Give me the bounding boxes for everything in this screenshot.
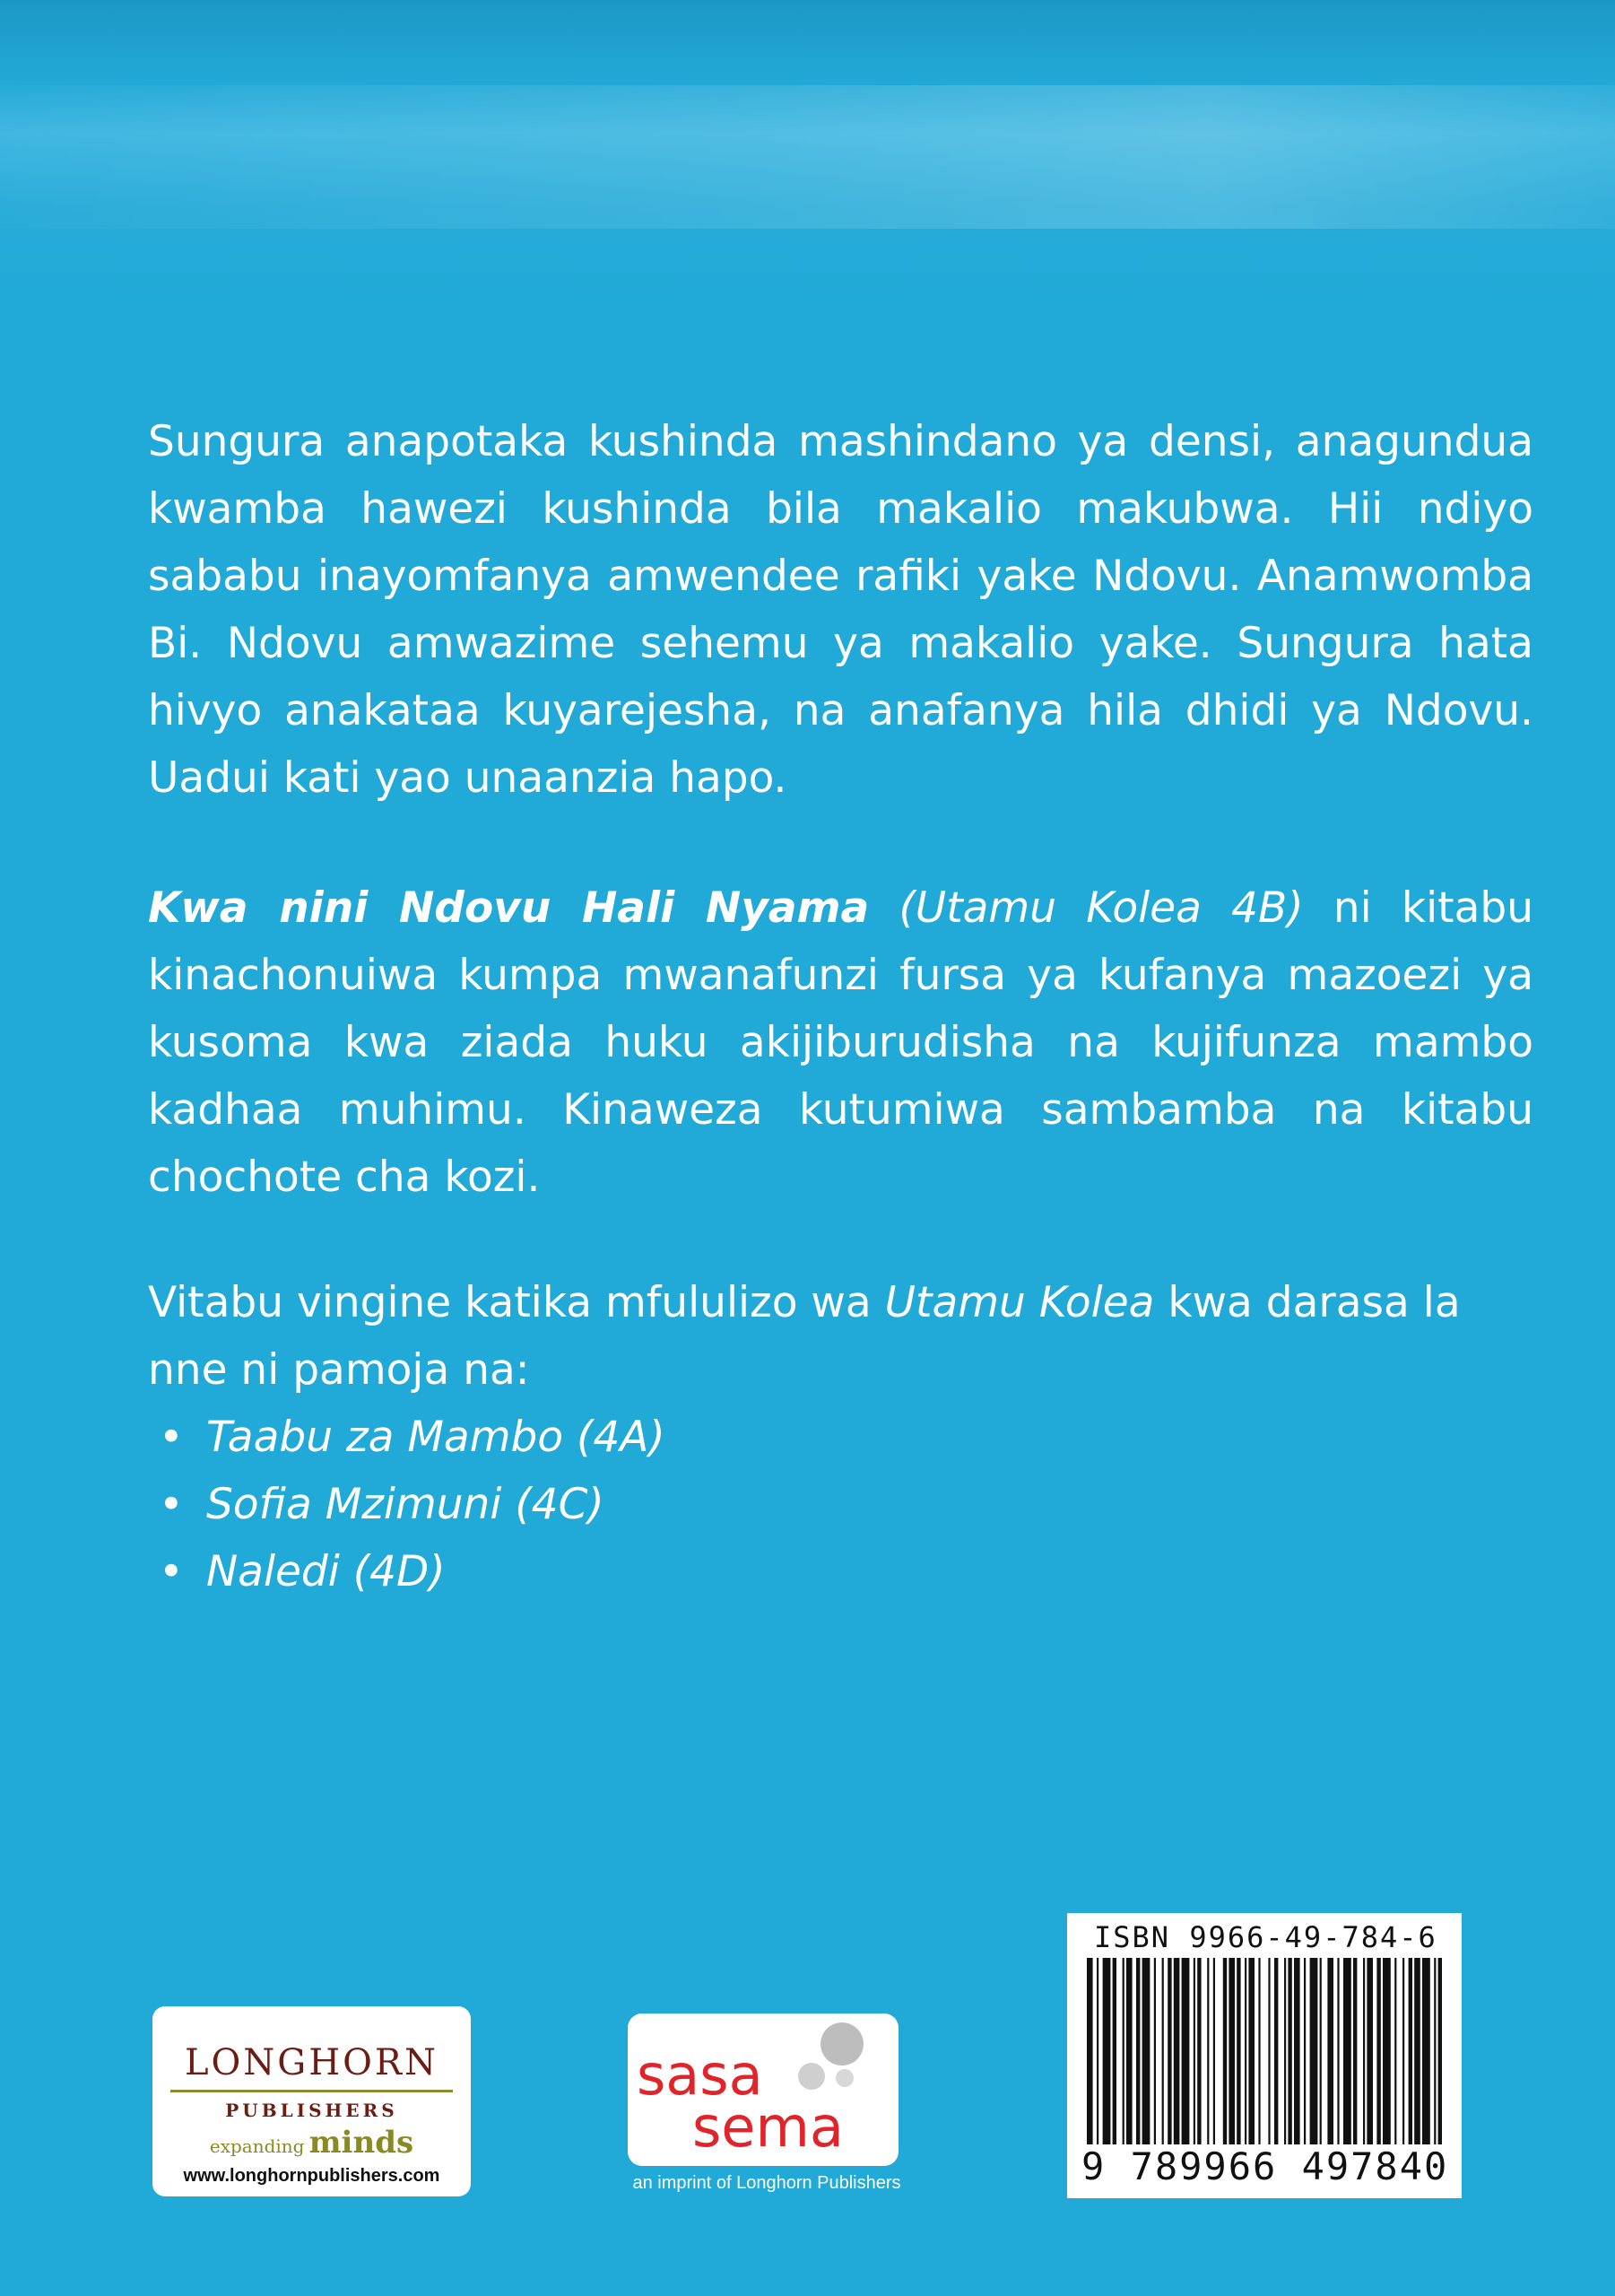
barcode-bar — [1087, 1958, 1093, 2155]
publisher-website: www.longhornpublishers.com — [183, 2166, 440, 2186]
barcode-bar — [1343, 1958, 1351, 2155]
list-item: • Sofia Mzimuni (4C) — [148, 1471, 1533, 1538]
longhorn-publishers-logo — [152, 2006, 471, 2196]
series-reference: (Utamu Kolea 4B) — [899, 883, 1304, 933]
logo-dot-large — [821, 2022, 864, 2066]
logo-divider — [170, 2090, 453, 2092]
isbn-barcode-block — [1067, 1913, 1462, 2198]
list-item: • Taabu za Mambo (4A) — [148, 1404, 1533, 1471]
barcode-bar — [1367, 1958, 1373, 2155]
barcode-bar — [1223, 1958, 1227, 2155]
barcode-bar — [1154, 1958, 1156, 2155]
barcode-bar — [1197, 1958, 1201, 2155]
logo-dot-medium — [798, 2063, 825, 2090]
barcode-bar — [1123, 1958, 1124, 2155]
barcode-bar — [1438, 1958, 1442, 2155]
barcode-bar — [1126, 1958, 1133, 2155]
series-name: Utamu Kolea — [884, 1278, 1155, 1327]
synopsis-paragraph: Sungura anapotaka kushinda mashindano ya densi, anagundua kwamba hawezi kushinda bila makalio makubwa. Hii ndiyo sababu inayomfanya amwendee rafiki yake Ndovu. Anamwomba Bi. Ndovu amwazime sehemu ya makalio yake. Sungura hata hivyo anakataa kuyarejesha, na anafanya hila dhidi ya Ndovu. Uadui kati yao unaanzia hapo. — [148, 417, 1533, 803]
imprint-caption: an imprint of Longhorn Publishers — [632, 2173, 901, 2193]
barcode-bar — [1248, 1958, 1255, 2155]
barcode-bar — [1097, 1958, 1098, 2155]
sasa-sema-logo — [628, 2013, 899, 2166]
barcode-bar — [1113, 1958, 1116, 2155]
barcode-bar — [1136, 1958, 1140, 2155]
barcode-digits: 9 789966 497840 — [1081, 2144, 1449, 2188]
isbn-label: ISBN 9966-49-784-6 — [1094, 1920, 1437, 1954]
barcode-bar — [1207, 1958, 1209, 2155]
barcode-bar — [1337, 1958, 1339, 2155]
barcode-bar — [1383, 1958, 1391, 2155]
barcode-bar — [1409, 1958, 1412, 2155]
barcode-bar — [1229, 1958, 1235, 2155]
barcode-bar — [1237, 1958, 1240, 2155]
book-title: Kwa nini Ndovu Hali Nyama — [148, 883, 870, 933]
top-sheen-stripe — [0, 85, 1615, 229]
barcode-bar — [1245, 1958, 1246, 2155]
other-books-intro: Vitabu vingine katika mfululizo wa Utamu Kolea kwa darasa la nne ni pamoja na: — [148, 1278, 1461, 1395]
barcode-bar — [1310, 1958, 1318, 2155]
other-books-list — [148, 1404, 1533, 1605]
barcode-bar — [1174, 1958, 1180, 2155]
book-purpose-paragraph — [148, 874, 1533, 1211]
barcode-bar — [1376, 1958, 1380, 2155]
other-books-section — [148, 1269, 1533, 1605]
barcode-bar — [1294, 1958, 1300, 2155]
barcode-bar — [1103, 1958, 1111, 2155]
barcode-bar — [1162, 1958, 1164, 2155]
barcode-bar — [1258, 1958, 1260, 2155]
barcode-bar — [1288, 1958, 1291, 2155]
list-item: • Naledi (4D) — [148, 1538, 1533, 1605]
barcode-bar — [1363, 1958, 1365, 2155]
barcode-bar — [1304, 1958, 1306, 2155]
logo-word-sema: sema — [692, 2094, 844, 2160]
barcode-bar — [1213, 1958, 1215, 2155]
barcode-bar — [1414, 1958, 1420, 2155]
barcode-bar — [1268, 1958, 1270, 2155]
barcode-bar — [1168, 1958, 1171, 2155]
barcode-bar — [1274, 1958, 1278, 2155]
barcode-bar — [1327, 1958, 1333, 2155]
book-purpose-text: ni kitabu kinachonuiwa kumpa mwanafunzi fursa ya kufanya mazoezi ya kusoma kwa ziada huku akijiburudisha na kujifunza mambo kadhaa muhimu. Kinaweza kutumiwa sambamba na kitabu chochote cha kozi. — [148, 883, 1533, 1202]
logo-wordmark: LONGHORN — [184, 2042, 439, 2083]
barcode-bar — [1394, 1958, 1396, 2155]
barcode-bar — [1402, 1958, 1404, 2155]
barcode-bar — [1182, 1958, 1190, 2155]
barcode-bar — [1422, 1958, 1430, 2155]
logo-subtitle: PUBLISHERS — [225, 2100, 398, 2121]
logo-dot-small — [836, 2069, 854, 2087]
barcode-bar — [1142, 1958, 1150, 2155]
logo-word-sasa: sasa — [637, 2042, 763, 2108]
barcode-bar — [1194, 1958, 1195, 2155]
barcode-graphic — [1087, 1958, 1442, 2155]
barcode-bar — [1353, 1958, 1357, 2155]
logo-tagline: expanding minds — [209, 2125, 414, 2161]
barcode-bar — [1434, 1958, 1436, 2155]
barcode-bar — [1320, 1958, 1322, 2155]
barcode-bar — [1284, 1958, 1286, 2155]
